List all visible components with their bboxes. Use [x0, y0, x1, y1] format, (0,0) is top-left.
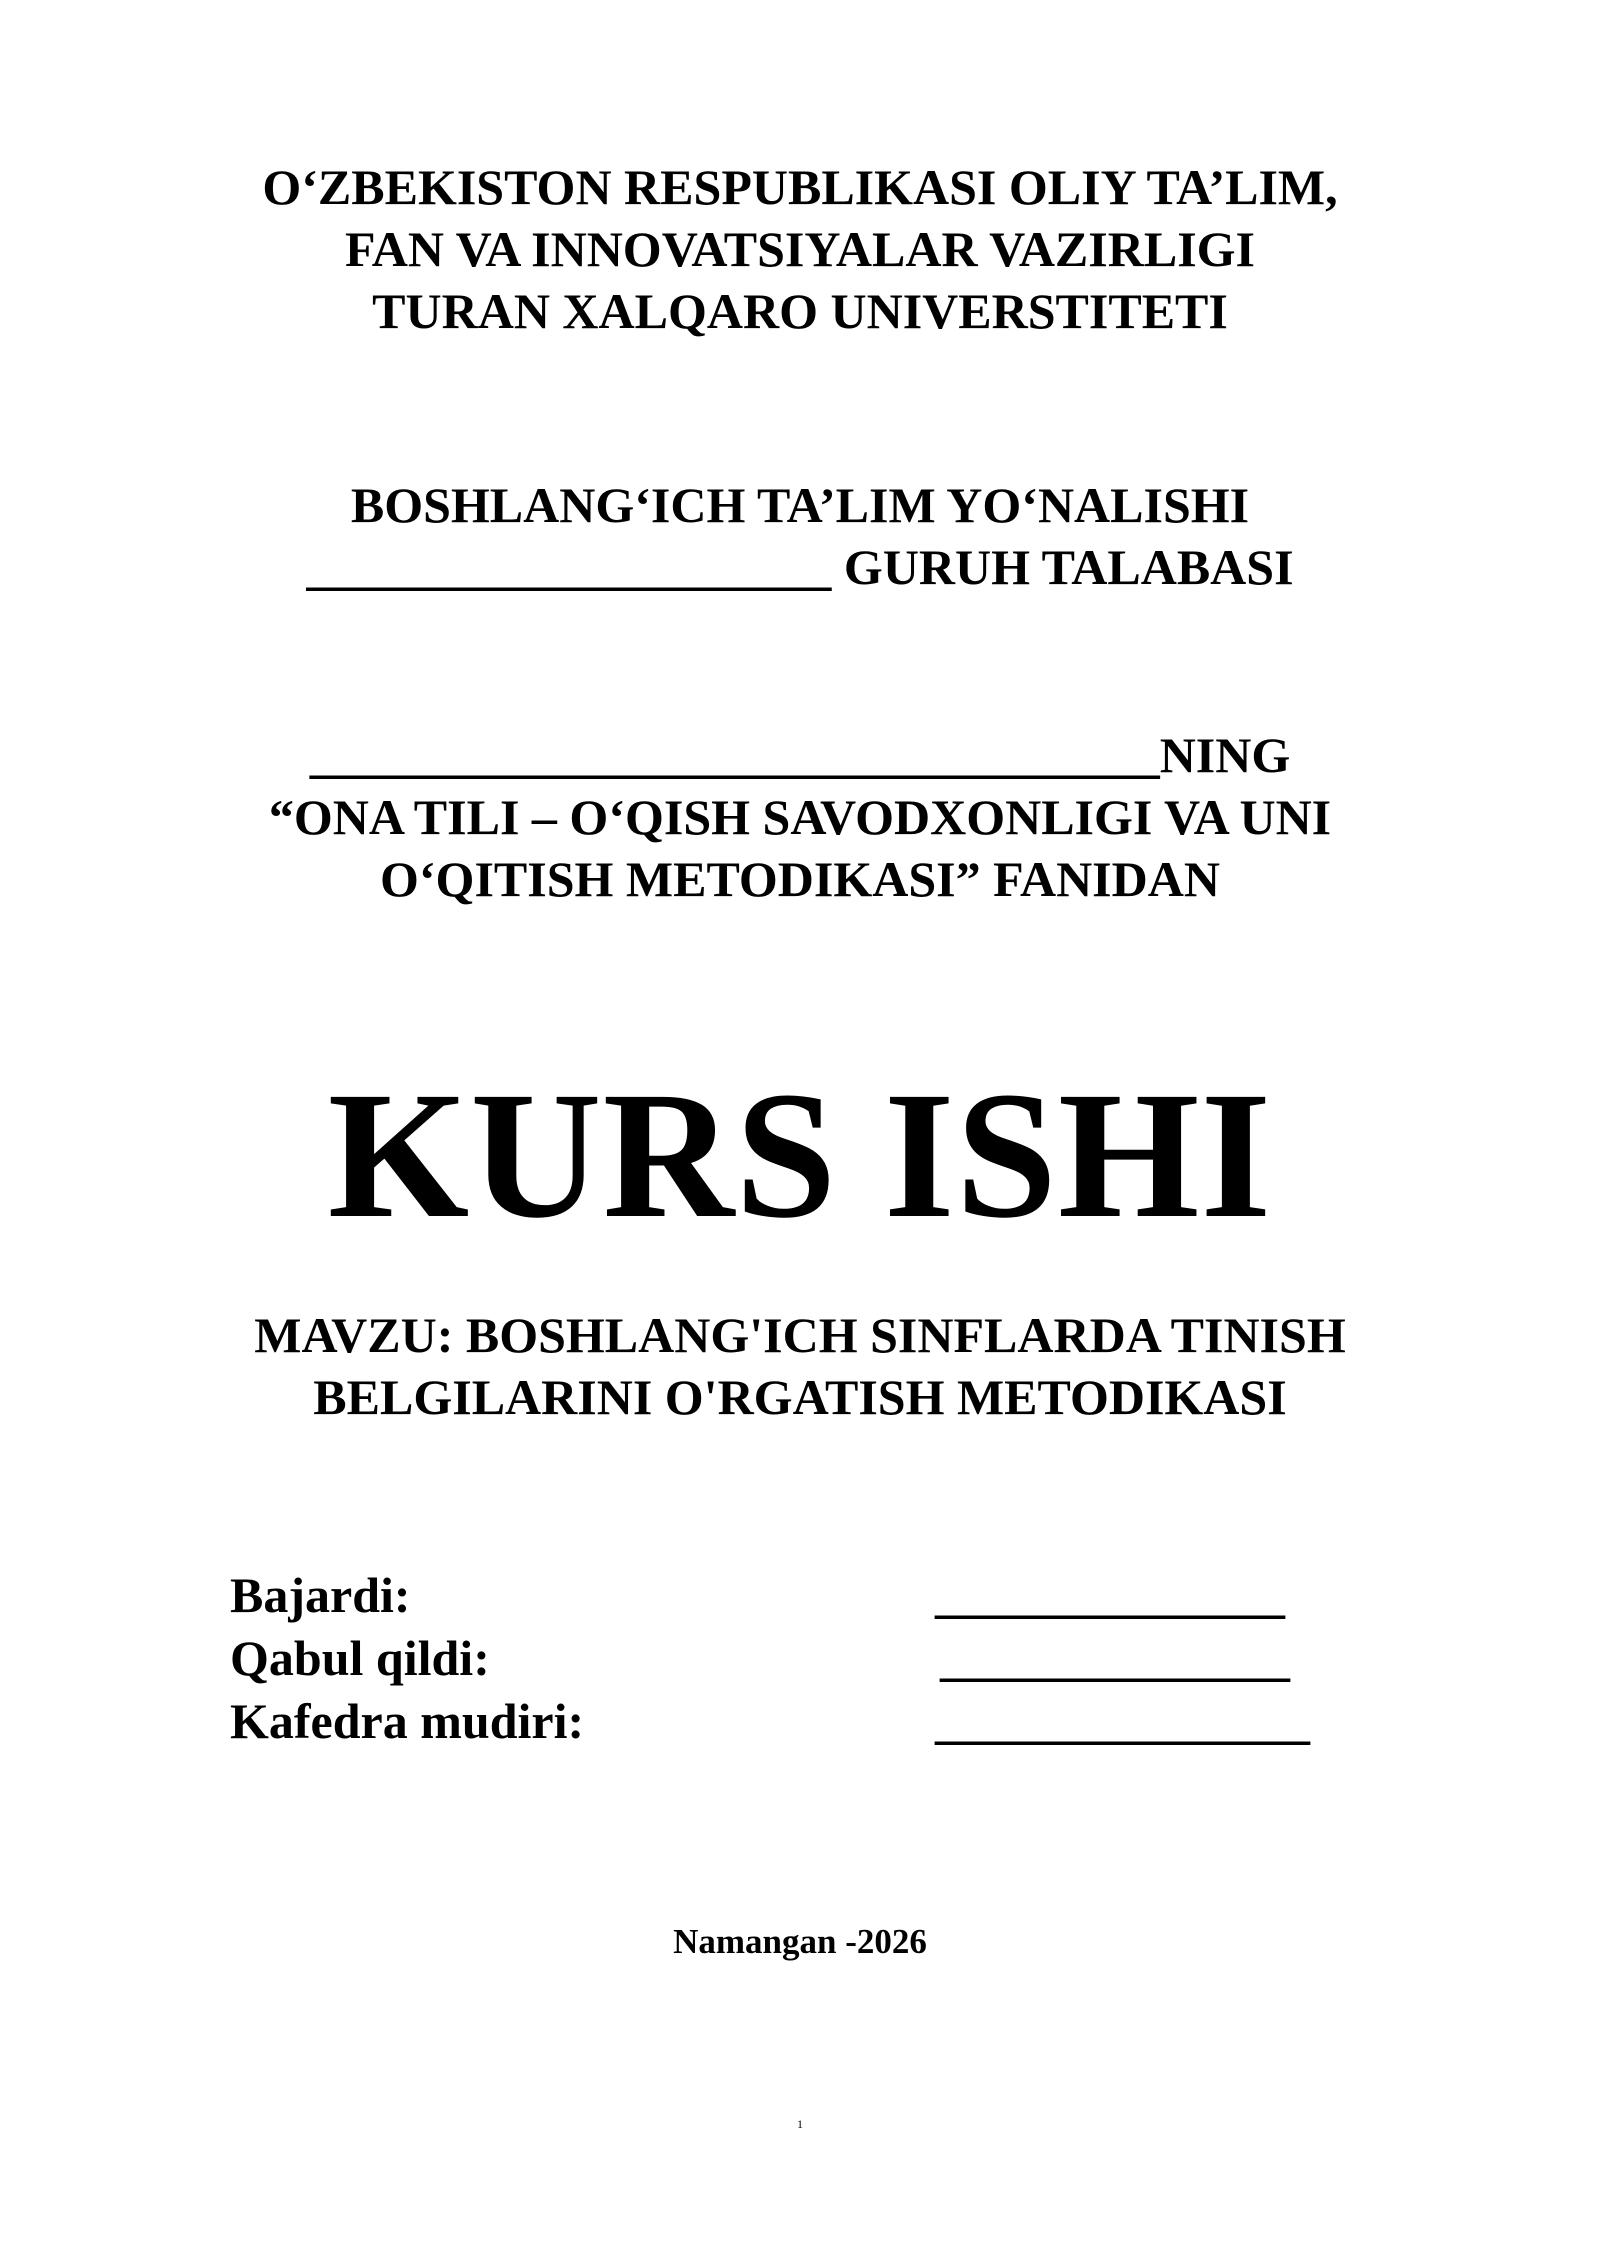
document-title: KURS ISHI	[327, 1055, 1273, 1256]
signature-label-department-head: Kafedra mudiri:	[230, 1693, 585, 1749]
university-name: TURAN XALQARO UNIVERSTITETI	[372, 283, 1228, 339]
student-name-line: __________________________________NING	[309, 727, 1291, 783]
signature-label-accepted: Qabul qildi:	[230, 1630, 490, 1686]
subject-line-1: “ONA TILI – O‘QISH SAVODXONLIGI VA UNI	[268, 789, 1332, 845]
ministry-line-2: FAN VA INNOVATSIYALAR VAZIRLIGI	[344, 221, 1256, 277]
signature-blank-department-head: _______________	[935, 1693, 1310, 1749]
topic-line-2: BELGILARINI O'RGATISH METODIKASI	[313, 1369, 1287, 1425]
city-year: Namangan -2026	[673, 1922, 927, 1961]
subject-line-2: O‘QITISH METODIKASI” FANIDAN	[380, 851, 1220, 907]
page-number: 1	[797, 2117, 803, 2131]
signature-blank-accepted: ______________	[940, 1630, 1290, 1686]
group-line: _____________________ GURUH TALABASI	[306, 539, 1294, 595]
topic-line-1: MAVZU: BOSHLANG'ICH SINFLARDA TINISH	[254, 1307, 1346, 1363]
signature-blank-performed: ______________	[935, 1567, 1285, 1623]
direction-line: BOSHLANG‘ICH TA’LIM YO‘NALISHI	[350, 477, 1250, 533]
ministry-line-1: O‘ZBEKISTON RESPUBLIKASI OLIY TA’LIM,	[262, 159, 1338, 215]
signature-label-performed: Bajardi:	[230, 1567, 411, 1623]
